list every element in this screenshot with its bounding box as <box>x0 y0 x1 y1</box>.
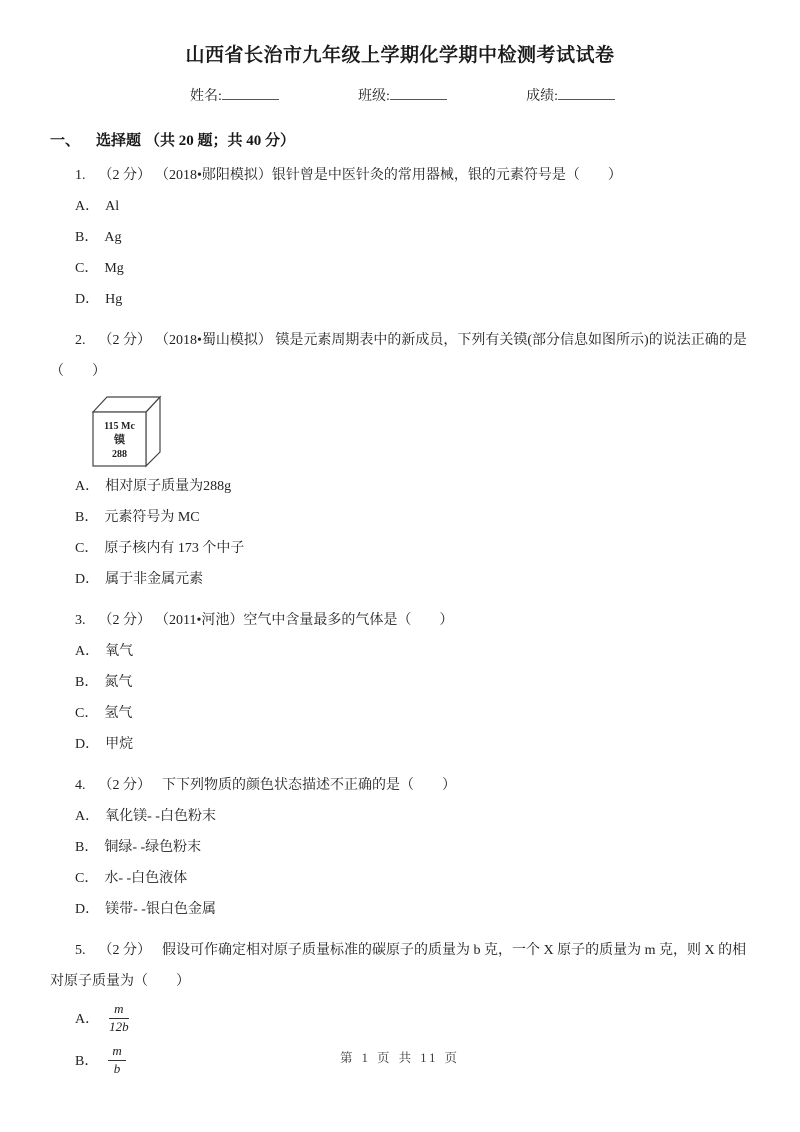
question-3-option-a <box>75 636 800 667</box>
question-2 <box>50 325 750 387</box>
option-letter: C． <box>75 706 99 721</box>
question-1 <box>50 160 750 191</box>
option-letter: B． <box>75 510 99 525</box>
element-cube-figure <box>84 391 800 469</box>
option-letter: D． <box>75 737 100 752</box>
option-text: 属于非金属元素 <box>105 572 204 587</box>
fraction-denominator: 12b <box>109 1018 129 1034</box>
question-1-option-c <box>75 253 800 284</box>
option-text: 水- -白色液体 <box>104 871 188 886</box>
section-number: 一、 <box>50 133 81 149</box>
question-1-option-b <box>75 222 800 253</box>
option-letter: B． <box>75 840 99 855</box>
option-text: 元素符号为 MC <box>104 510 200 525</box>
question-5-option-a <box>75 997 800 1039</box>
question-2-score: （2 分） <box>98 333 151 348</box>
question-1-score: （2 分） <box>98 168 151 183</box>
option-text: 相对原子质量为288g <box>105 479 232 494</box>
option-text: Al <box>105 199 120 214</box>
question-2-option-b <box>75 502 800 533</box>
fraction-numerator: m <box>109 1002 129 1019</box>
question-2-option-c <box>75 533 800 564</box>
option-text: 氧气 <box>105 644 134 659</box>
fraction-denominator: b <box>113 1060 121 1076</box>
option-letter: B． <box>75 675 99 690</box>
question-3-option-d <box>75 729 800 760</box>
question-5-number: 5. <box>75 943 86 958</box>
student-info-row <box>190 85 615 105</box>
question-5-score: （2 分） <box>98 943 151 958</box>
option-letter: D． <box>75 902 100 917</box>
option-letter: B． <box>75 230 99 245</box>
question-4-number: 4. <box>75 778 86 793</box>
class-blank-line <box>390 86 447 100</box>
question-3-option-c <box>75 698 800 729</box>
option-letter: B． <box>75 1054 99 1069</box>
class-field <box>358 85 447 105</box>
page-title: 山西省长治市九年级上学期化学期中检测考试试卷 <box>185 45 615 66</box>
option-text: 氮气 <box>104 675 133 690</box>
name-label: 姓名: <box>190 89 222 104</box>
section-title: 选择题 <box>96 133 142 149</box>
option-text: Mg <box>104 261 124 276</box>
score-label: 成绩: <box>526 89 558 104</box>
question-4-text: 下下列物质的颜色状态描述不正确的是（ ） <box>162 778 456 793</box>
cube-right-face <box>146 397 160 466</box>
element-name-text: 镆 <box>114 434 125 446</box>
element-symbol-text: 115 Mc <box>104 421 135 432</box>
question-1-text: （2018•郧阳模拟）银针曾是中医针灸的常用器械，银的元素符号是（ ） <box>162 168 622 183</box>
fraction <box>109 1002 129 1035</box>
question-1-option-d <box>75 284 800 315</box>
option-text: 原子核内有 173 个中子 <box>104 541 245 556</box>
question-2-number: 2. <box>75 333 86 348</box>
question-3-text: （2011•河池）空气中含量最多的气体是（ ） <box>162 613 454 628</box>
option-letter: A． <box>75 479 100 494</box>
option-text: 镁带- -银白色金属 <box>105 902 216 917</box>
option-letter: D． <box>75 572 100 587</box>
option-text: 氧化镁- -白色粉末 <box>105 809 216 824</box>
question-3-score: （2 分） <box>98 613 151 628</box>
question-2-text: （2018•蜀山模拟） 镆是元素周期表中的新成员，下列有关镆(部分信息如图所示)的说法正确的是（ ） <box>50 333 747 379</box>
question-4-option-a <box>75 801 800 832</box>
option-text: 铜绿- -绿色粉末 <box>104 840 202 855</box>
option-letter: C． <box>75 261 99 276</box>
question-3 <box>50 605 750 636</box>
fraction-numerator: m <box>108 1044 125 1061</box>
option-letter: C． <box>75 541 99 556</box>
question-3-number: 3. <box>75 613 86 628</box>
page-footer: 第 1 页 共 11 页 <box>340 1051 460 1065</box>
score-field <box>526 85 615 105</box>
question-5-text: 假设可作确定相对原子质量标准的碳原子的质量为 b 克，一个 X 原子的质量为 m 克，则 X 的相对原子质量为（ ） <box>50 943 747 989</box>
question-4-option-c <box>75 863 800 894</box>
option-letter: C． <box>75 871 99 886</box>
question-4 <box>50 770 750 801</box>
section-heading <box>50 129 800 150</box>
option-letter: A． <box>75 644 100 659</box>
option-text: Ag <box>104 230 122 245</box>
option-text: 氢气 <box>104 706 133 721</box>
option-text: 甲烷 <box>105 737 134 752</box>
cube-top-face <box>93 397 160 412</box>
option-letter: A． <box>75 809 100 824</box>
option-letter: A． <box>75 1012 100 1027</box>
option-text: Hg <box>105 292 123 307</box>
name-blank-line <box>222 86 279 100</box>
option-letter: D． <box>75 292 100 307</box>
question-4-score: （2 分） <box>98 778 151 793</box>
question-4-option-d <box>75 894 800 925</box>
question-2-option-d <box>75 564 800 595</box>
question-4-option-b <box>75 832 800 863</box>
name-field <box>190 85 279 105</box>
section-note: （共 20 题；共 40 分） <box>145 133 296 149</box>
class-label: 班级: <box>358 89 390 104</box>
question-1-number: 1. <box>75 168 86 183</box>
question-5 <box>50 935 750 997</box>
option-letter: A． <box>75 199 100 214</box>
question-1-option-a <box>75 191 800 222</box>
question-3-option-b <box>75 667 800 698</box>
element-mass-text: 288 <box>112 449 127 460</box>
question-2-option-a <box>75 471 800 502</box>
score-blank-line <box>558 86 615 100</box>
